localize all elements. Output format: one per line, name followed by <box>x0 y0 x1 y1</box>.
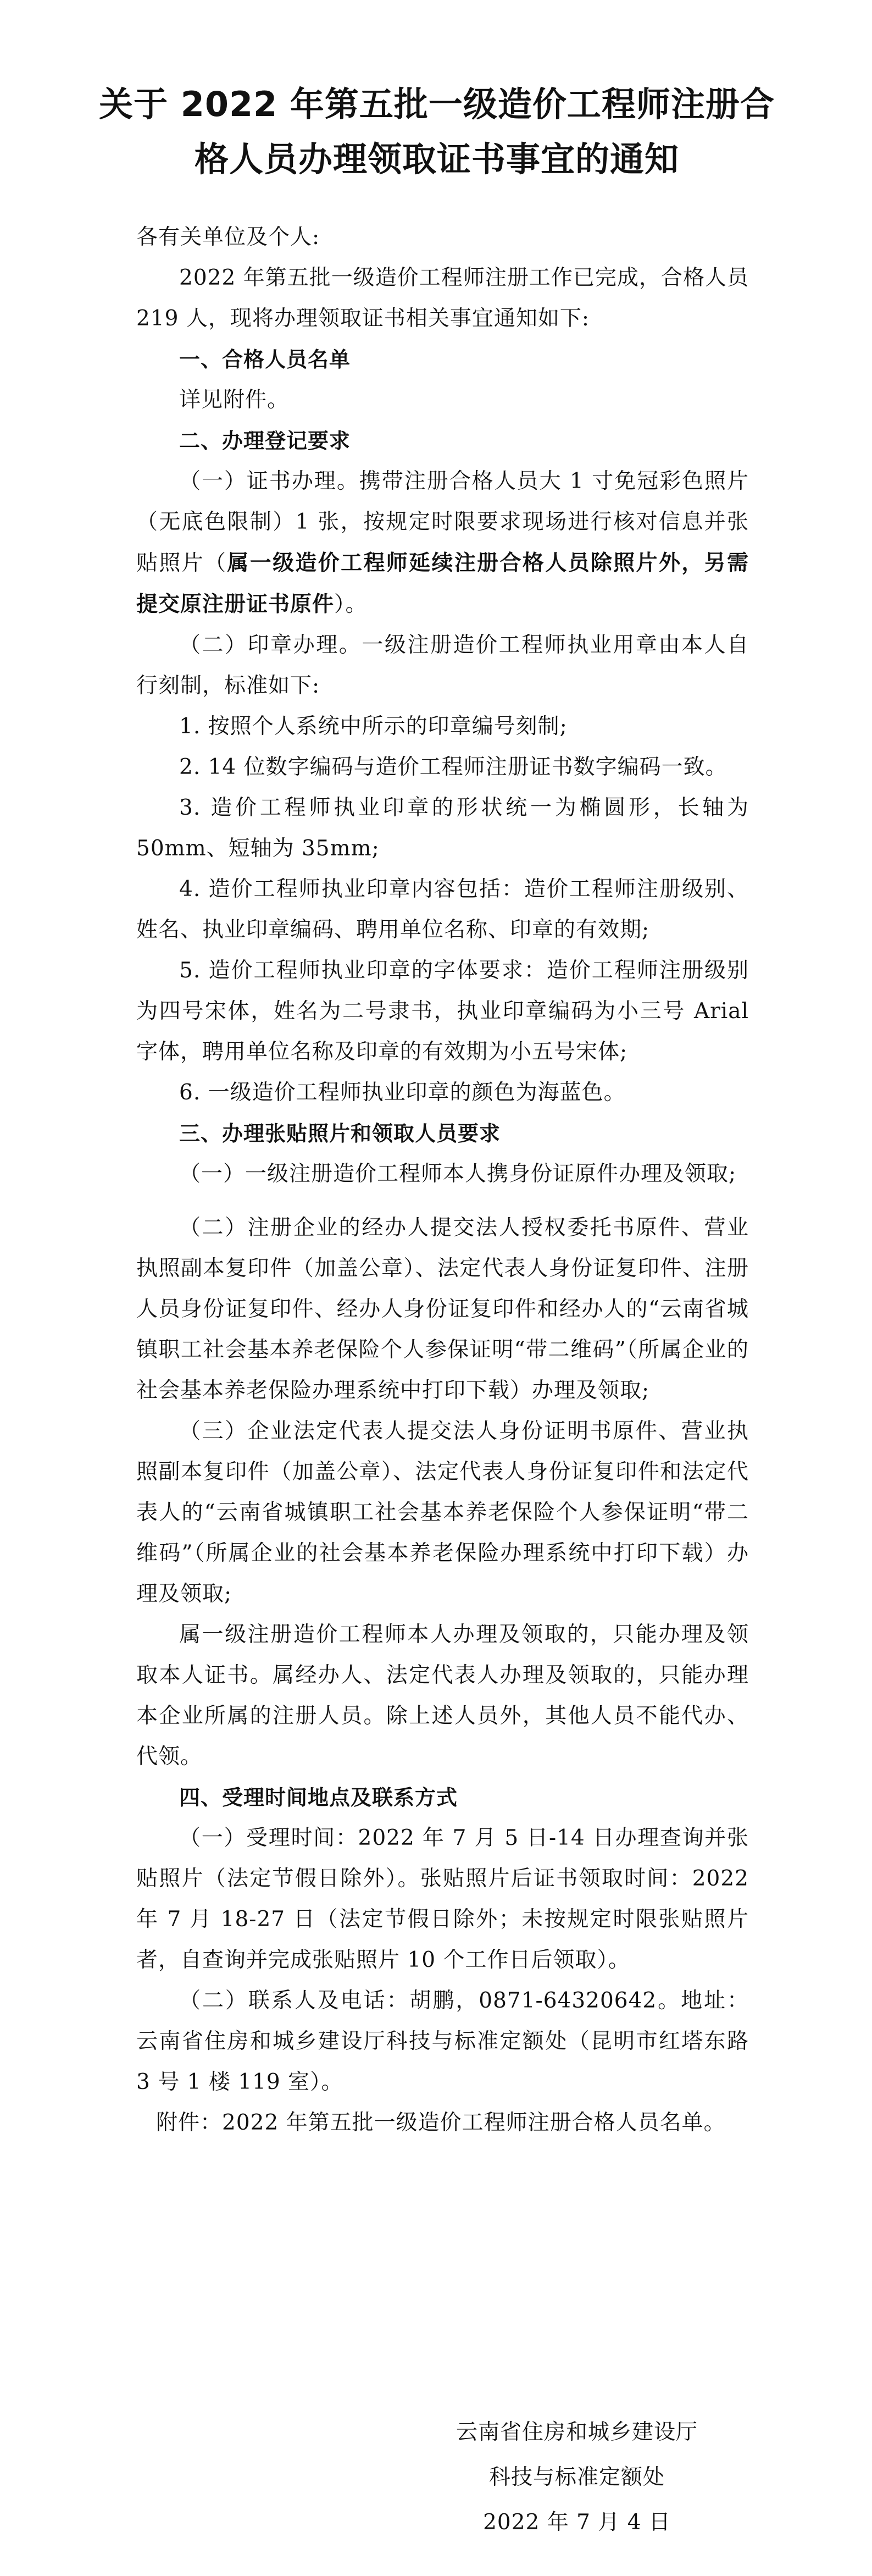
section-3-heading: 三、办理张贴照片和领取人员要求 <box>179 1121 501 1146</box>
signature-date: 2022 年 7 月 4 日 <box>483 2510 671 2535</box>
seal-rule-4: 4. 造价工程师执业印章内容包括：造价工程师注册级别、姓名、执业印章编码、聘用单位名称、印章的有效期; <box>136 877 749 942</box>
document-title-line-2: 格人员办理领取证书事宜的通知 <box>194 139 679 179</box>
section-1-text: 详见附件。 <box>179 388 290 412</box>
section-2-item-1-end: ）。 <box>334 592 368 617</box>
section-2-heading: 二、办理登记要求 <box>179 429 351 453</box>
seal-rule-6: 6. 一级造价工程师执业印章的颜色为海蓝色。 <box>179 1080 626 1105</box>
seal-rule-2: 2. 14 位数字编码与造价工程师注册证书数字编码一致。 <box>179 755 727 780</box>
section-2-item-1-bold-text: 属一级造价工程师延续注册合格人员除照片外，另需提交原注册证书原件 <box>136 550 749 617</box>
section-3-item-1: （一）一级注册造价工程师本人携身份证原件办理及领取; <box>179 1162 737 1186</box>
intro-paragraph: 2022 年第五批一级造价工程师注册工作已完成，合格人员 219 人，现将办理领取证书相关事宜通知如下: <box>136 266 749 331</box>
seal-rule-5: 5. 造价工程师执业印章的字体要求：造价工程师注册级别为四号宋体，姓名为二号隶书，执业印章编码为小三号 Arial 字体，聘用单位名称及印章的有效期为小五号宋体; <box>136 958 749 1064</box>
seal-rule-1: 1. 按照个人系统中所示的印章编号刻制; <box>179 714 568 739</box>
salutation: 各有关单位及个人: <box>136 225 320 250</box>
section-4-item-2: （二）联系人及电话：胡鹏，0871-64320642。地址：云南省住房和城乡建设厅科技与标准定额处（昆明市红塔东路 3 号 1 楼 119 室）。 <box>136 1988 749 2094</box>
section-3-item-3: （三）企业法定代表人提交法人身份证明书原件、营业执照副本复印件（加盖公章）、法定代表人身份证复印件和法定代表人的“云南省城镇职工社会基本养老保险个人参保证明“带二维码”（所属企业的社会基本养老保险办理系统中打印下载）办理及领取; <box>136 1419 749 1606</box>
signature-organization: 云南省住房和城乡建设厅 <box>456 2420 698 2445</box>
section-2-item-1-text: （一）证书办理。携带注册合格人员大 1 寸免冠彩色照片（无底色限制）1 张，按规定时限要求现场进行核对信息并张贴照片（ <box>136 469 749 576</box>
section-3-item-2: （二）注册企业的经办人提交法人授权委托书原件、营业执照副本复印件（加盖公章）、法定代表人身份证复印件、注册人员身份证复印件、经办人身份证复印件和经办人的“云南省城镇职工社会基本养老保险个人参保证明“带二维码”（所属企业的社会基本养老保险办理系统中打印下载）办理及领取; <box>136 1215 749 1403</box>
section-2-item-2: （二）印章办理。一级注册造价工程师执业用章由本人自行刻制，标准如下: <box>136 633 749 698</box>
seal-rule-3: 3. 造价工程师执业印章的形状统一为椭圆形，长轴为 50mm、短轴为 35mm; <box>136 795 749 861</box>
section-4-heading: 四、受理时间地点及联系方式 <box>179 1785 458 1810</box>
document-title-line-1: 关于 2022 年第五批一级造价工程师注册合 <box>99 84 775 124</box>
section-4-item-1: （一）受理时间：2022 年 7 月 5 日-14 日办理查询并张贴照片（法定节假日除外）。张贴照片后证书领取时间：2022 年 7 月 18-27 日（法定节假日除外；未按规定时限张贴照片者，自查询并完成张贴照片 10 个工作日后领取）。 <box>136 1826 749 1972</box>
section-2-item-1 <box>136 461 749 625</box>
document-body <box>136 217 749 2143</box>
section-3-note: 属一级注册造价工程师本人办理及领取的，只能办理及领取本人证书。属经办人、法定代表人办理及领取的，只能办理本企业所属的注册人员。除上述人员外，其他人员不能代办、代领。 <box>136 1622 749 1769</box>
section-1-heading: 一、合格人员名单 <box>179 347 351 372</box>
attachment-line: 附件：2022 年第五批一级造价工程师注册合格人员名单。 <box>156 2110 726 2135</box>
signature-department: 科技与标准定额处 <box>488 2465 665 2490</box>
paragraph-gap <box>136 1195 749 1208</box>
